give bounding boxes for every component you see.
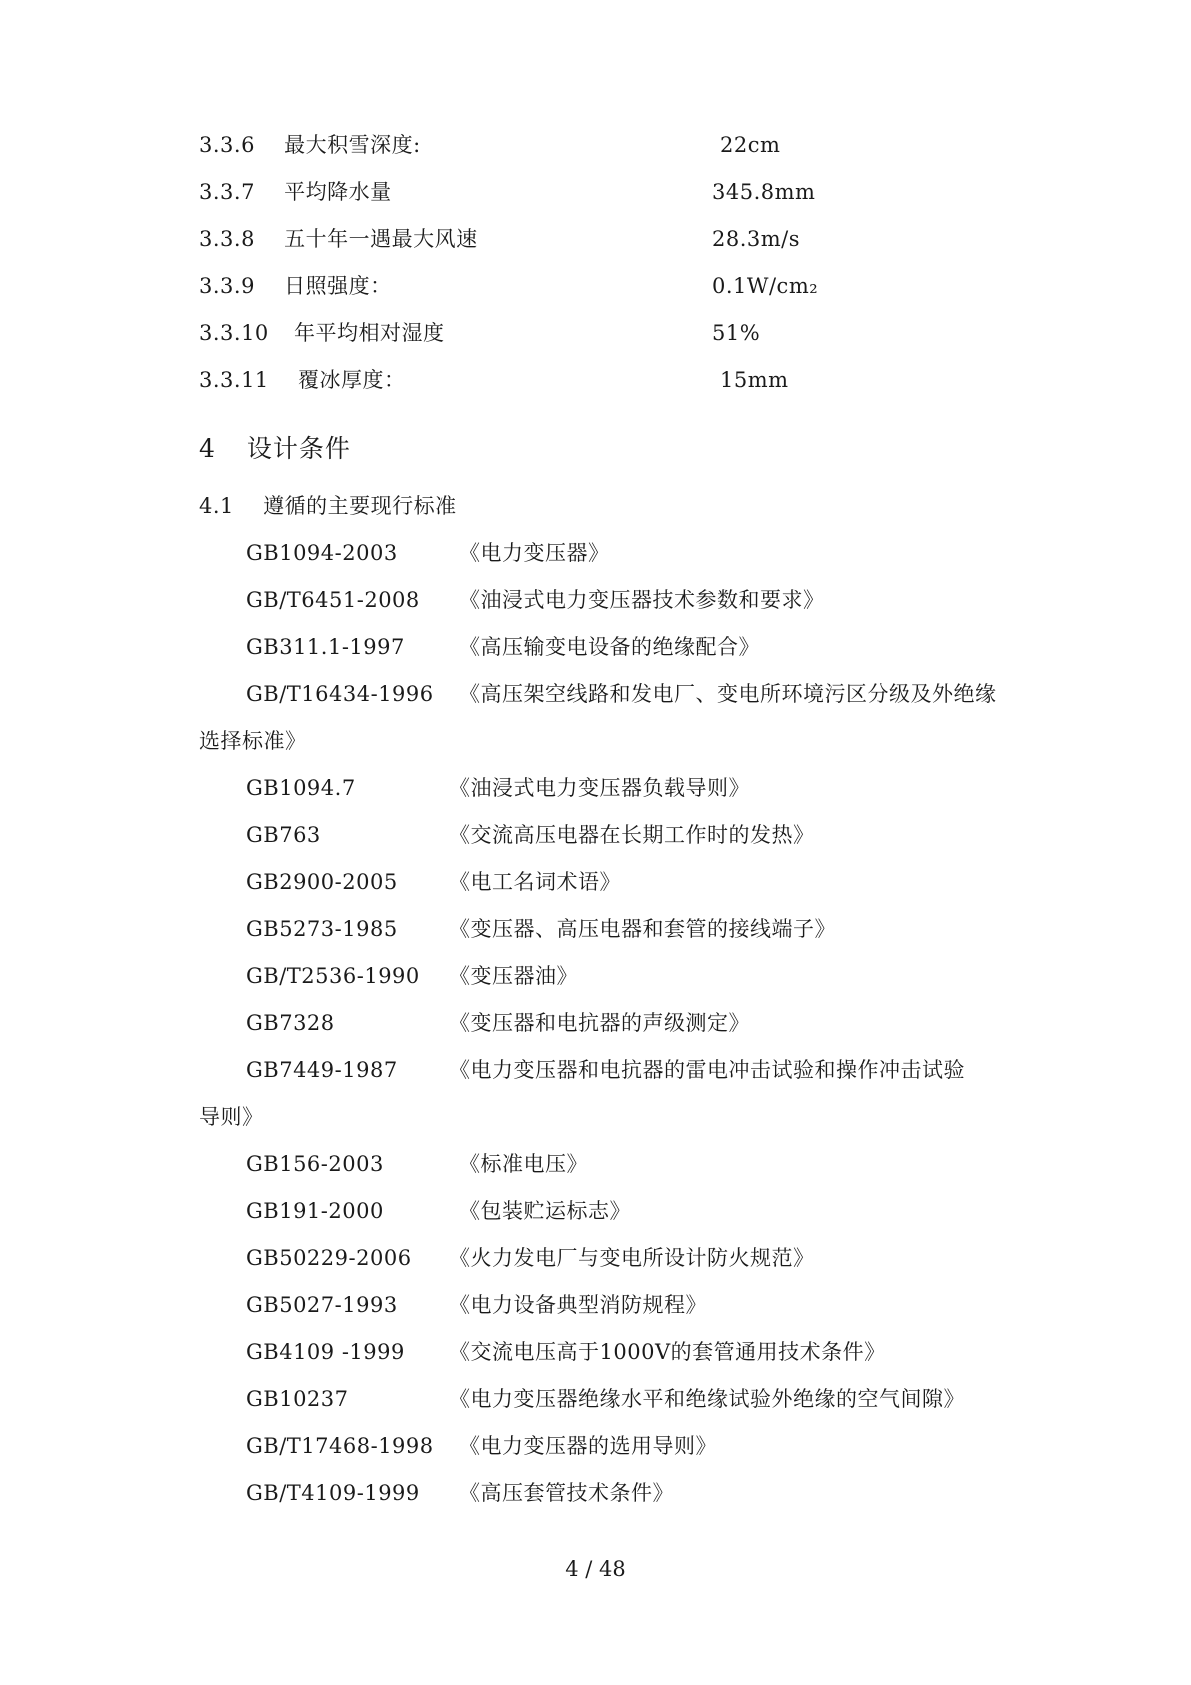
standard-code: GB/T17468-1998 [246, 1434, 434, 1458]
standard-code: GB156-2003 [246, 1152, 384, 1176]
standard-title: 《油浸式电力变压器负载导则》 [449, 776, 750, 800]
standard-title: 《电工名词术语》 [449, 870, 621, 894]
climate-num: 3.3.6 [199, 133, 255, 157]
climate-label: 日照强度： [284, 274, 392, 298]
standard-title: 《电力变压器绝缘水平和绝缘试验外绝缘的空气间隙》 [449, 1387, 965, 1411]
standard-title: 《电力变压器》 [459, 541, 610, 565]
standard-code: GB50229-2006 [246, 1246, 412, 1270]
climate-label: 五十年一遇最大风速 [284, 227, 478, 251]
climate-num: 3.3.10 [199, 321, 269, 345]
climate-label: 覆冰厚度： [297, 368, 406, 392]
standard-code: GB10237 [246, 1387, 349, 1411]
standard-title: 《电力设备典型消防规程》 [449, 1293, 707, 1317]
standard-title: 《高压套管技术条件》 [459, 1481, 674, 1505]
standard-code: GB/T4109-1999 [246, 1481, 420, 1505]
climate-row [199, 319, 444, 347]
standard-title: 《变压器、高压电器和套管的接线端子》 [449, 917, 836, 941]
standard-code: GB5027-1993 [246, 1293, 398, 1317]
climate-label: 年平均相对湿度 [293, 321, 445, 345]
climate-value: 22cm [720, 133, 781, 157]
standard-code: GB2900-2005 [246, 870, 398, 894]
standard-code: GB/T2536-1990 [246, 964, 420, 988]
standard-title: 《变压器油》 [449, 964, 578, 988]
climate-row [199, 131, 421, 159]
standard-title: 《电力变压器的选用导则》 [459, 1434, 717, 1458]
climate-value: 0.1W/cm₂ [712, 274, 819, 298]
climate-num: 3.3.8 [199, 227, 255, 251]
subsection-num: 4.1 [199, 494, 234, 518]
section-heading [199, 433, 351, 465]
climate-num: 3.3.9 [199, 274, 255, 298]
standard-code: GB763 [246, 823, 321, 847]
climate-label: 最大积雪深度: [284, 133, 421, 157]
standard-code: GB191-2000 [246, 1199, 384, 1223]
standard-code: GB7449-1987 [246, 1058, 398, 1082]
climate-row [199, 272, 392, 300]
standard-title-continuation: 选择标准》 [199, 729, 307, 753]
section-title: 设计条件 [246, 434, 351, 463]
section-num: 4 [199, 434, 216, 463]
climate-value: 51% [712, 321, 761, 345]
standard-code: GB1094.7 [246, 776, 356, 800]
subsection-heading [199, 492, 457, 520]
climate-value: 15mm [720, 368, 789, 392]
climate-row [199, 178, 392, 206]
standard-title: 《交流高压电器在长期工作时的发热》 [449, 823, 815, 847]
page-number: 4 / 48 [565, 1557, 626, 1581]
standard-title: 《变压器和电抗器的声级测定》 [449, 1011, 750, 1035]
standard-title: 《交流电压高于1000V的套管通用技术条件》 [449, 1340, 886, 1364]
standard-code: GB/T16434-1996 [246, 682, 434, 706]
climate-label: 平均降水量 [284, 180, 392, 204]
climate-row [199, 366, 405, 394]
climate-value: 345.8mm [712, 180, 816, 204]
standard-code: GB4109 -1999 [246, 1340, 405, 1364]
standard-title: 《标准电压》 [459, 1152, 588, 1176]
climate-value: 28.3m/s [712, 227, 801, 251]
subsection-title: 遵循的主要现行标准 [263, 494, 457, 518]
climate-num: 3.3.11 [199, 368, 269, 392]
standard-title: 《油浸式电力变压器技术参数和要求》 [459, 588, 825, 612]
climate-row [199, 225, 478, 253]
standard-title-continuation: 导则》 [199, 1105, 264, 1129]
standard-title: 《电力变压器和电抗器的雷电冲击试验和操作冲击试验 [449, 1058, 965, 1082]
standard-code: GB7328 [246, 1011, 335, 1035]
standard-title: 《包装贮运标志》 [459, 1199, 631, 1223]
climate-num: 3.3.7 [199, 180, 255, 204]
standard-title: 《高压输变电设备的绝缘配合》 [459, 635, 760, 659]
standard-title: 《火力发电厂与变电所设计防火规范》 [449, 1246, 815, 1270]
standard-code: GB/T6451-2008 [246, 588, 420, 612]
standard-code: GB5273-1985 [246, 917, 398, 941]
standard-code: GB1094-2003 [246, 541, 398, 565]
standard-title: 《高压架空线路和发电厂、变电所环境污区分级及外绝缘 [459, 682, 997, 706]
standard-code: GB311.1-1997 [246, 635, 405, 659]
